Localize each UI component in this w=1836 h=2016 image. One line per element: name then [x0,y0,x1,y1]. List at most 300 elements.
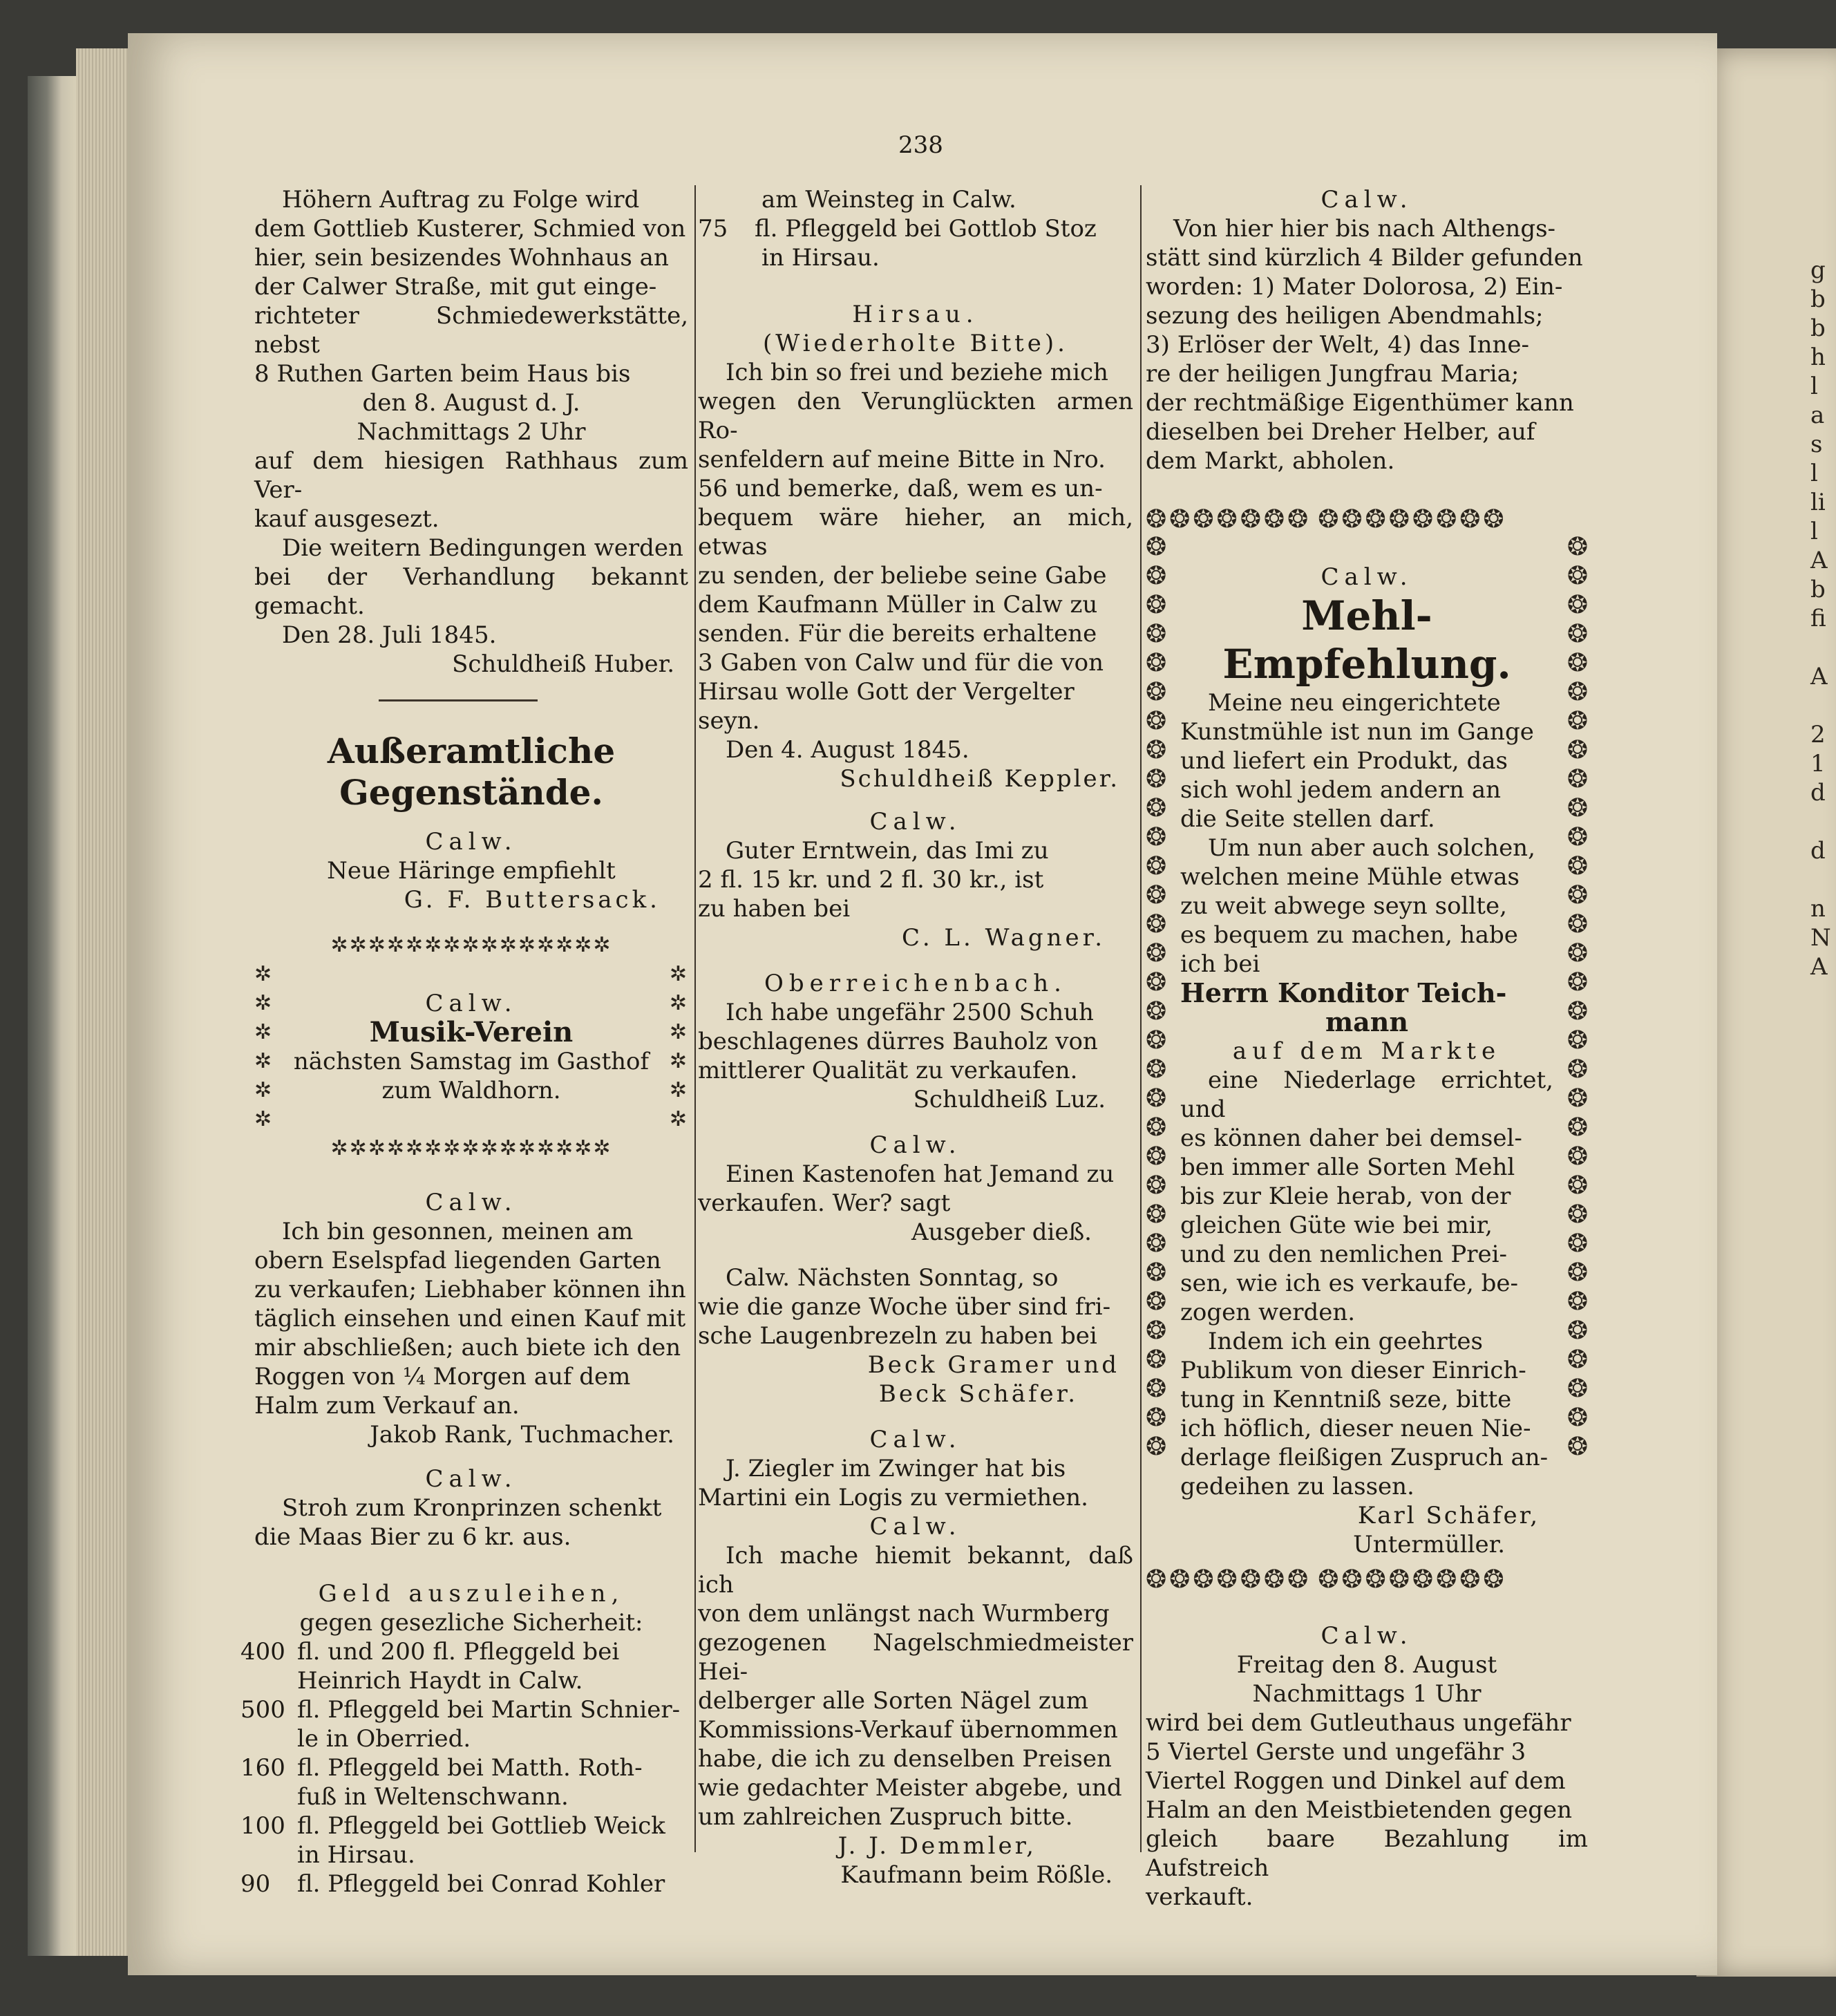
rosette-icon: ❂ [1146,562,1167,590]
text-line: in Hirsau. [761,244,880,272]
star-border-bottom: ✲✲✲✲✲✲✲✲✲✲✲✲✲✲✲ [330,1136,612,1160]
place-heading: Calw. [869,1426,962,1453]
rosette-icon: ❂ [1567,1346,1588,1374]
text-line: wegen den Verunglückten armen Ro- [698,388,1133,444]
text-line: fl. und 200 fl. Pfleggeld bei [297,1638,620,1666]
text-line: mittlerer Qualität zu verkaufen. [698,1057,1078,1084]
signature: Ausgeber dieß. [911,1218,1092,1246]
text-line: Martini ein Logis zu vermiethen. [698,1484,1088,1511]
rosette-icon: ❂ [1193,505,1214,534]
text-line: 3 Gaben von Calw und für die von [698,649,1104,677]
text-line: Kommissions-Verkauf übernommen [698,1716,1118,1744]
text-line: und liefert ein Produkt, das [1180,747,1508,775]
rosette-icon: ❂ [1567,765,1588,793]
text-line: senfeldern auf meine Bitte in Nro. [698,446,1106,473]
text-line: Calw. Nächsten Sonntag, so [726,1264,1059,1292]
notice-sale-house [254,185,688,679]
rosette-icon: ❂ [1436,1565,1457,1594]
text-line: dem Markt, abholen. [1146,447,1395,475]
text-line: Meine neu eingerichtete [1208,689,1501,717]
facing-page-fragment: l [1810,373,1818,400]
rosette-icon: ❂ [1146,910,1167,939]
loan-amount: 160 [240,1754,285,1782]
rosette-icon: ❂ [1567,852,1588,880]
text-line: nächsten Samstag im Gasthof [293,1048,650,1075]
signature: Schuldheiß Huber. [452,650,674,678]
text-line: stätt sind kürzlich 4 Bilder gefunden [1146,244,1583,272]
text-line: worden: 1) Mater Dolorosa, 2) Ein- [1146,273,1563,301]
place-heading: Calw. [425,828,518,856]
text-line: Einen Kastenofen hat Jemand zu [726,1160,1115,1188]
text-line: Halm an den Meistbietenden gegen [1146,1796,1573,1824]
page-number: 238 [898,131,943,159]
rosette-icon: ❂ [1146,823,1167,851]
text-line: bis zur Kleie herab, von der [1180,1183,1511,1210]
text-line: welchen meine Mühle etwas [1180,863,1520,891]
signature: Beck Gramer und [867,1351,1119,1379]
rosette-icon: ❂ [1459,1565,1481,1594]
facing-page-fragment: b [1810,576,1826,603]
signature: Karl Schäfer, [1357,1502,1540,1529]
facing-page-fragment: s [1810,431,1823,458]
rosette-icon: ❂ [1365,505,1386,534]
rosette-icon: ❂ [1146,1055,1167,1084]
text-line: sezung des heiligen Abendmahls; [1146,302,1544,330]
text-line: richteter Schmiedewerkstätte, nebst [254,302,688,359]
rosette-icon: ❂ [1169,505,1191,534]
column-1 [240,185,688,1899]
facing-page-fragment: 1 [1810,750,1826,778]
rosette-icon: ❂ [1567,1317,1588,1345]
rosette-icon: ❂ [1240,1565,1261,1594]
rosette-icon: ❂ [1216,1565,1238,1594]
star-icon: ✲ [669,991,688,1015]
star-icon: ✲ [669,1107,688,1131]
rosette-icon: ❂ [1169,1565,1191,1594]
loan-list [240,1637,688,1899]
text-line: Heinrich Haydt in Calw. [297,1667,583,1695]
facing-page-fragment: d [1810,837,1826,865]
column-2 [698,185,1133,1890]
rosette-icon: ❂ [1146,1026,1167,1055]
text-line: zu senden, der beliebe seine Gabe [698,562,1107,590]
text-line: 2 fl. 15 kr. und 2 fl. 30 kr., ist [698,866,1044,894]
column-3 [1146,185,1588,1912]
text-line: 5 Viertel Gerste und ungefähr 3 [1146,1738,1526,1766]
text-line: gleich baare Bezahlung im Aufstreich [1146,1825,1588,1882]
rosette-icon: ❂ [1318,1565,1339,1594]
text-line: Ich bin so frei und beziehe mich [726,359,1108,386]
rosette-icon: ❂ [1146,1404,1167,1432]
star-border-left [254,960,282,1134]
music-club-title: Musik-Verein [369,1016,574,1048]
rosette-icon: ❂ [1567,1200,1588,1229]
facing-page-fragment: 2 [1810,721,1826,748]
text-line: Hirsau wolle Gott der Vergelter [698,678,1075,706]
text-line: von dem unlängst nach Wurmberg [698,1600,1110,1628]
text-line: gegen gesezliche Sicherheit: [299,1609,643,1637]
signature: Schuldheiß Luz. [913,1086,1106,1113]
date-line: Den 28. Juli 1845. [282,621,497,649]
facing-page-fragment: b [1810,314,1826,342]
loan-item [240,1869,688,1899]
rosette-icon: ❂ [1459,505,1481,534]
rosette-icon: ❂ [1216,505,1238,534]
facing-page-fragment: N [1810,924,1831,952]
facing-page-fragment: A [1810,663,1828,690]
text-line: zu haben bei [698,895,851,923]
text-line: zu verkaufen; Liebhaber können ihn [254,1276,686,1303]
star-icon: ✲ [254,1049,274,1073]
rosette-icon: ❂ [1146,1200,1167,1229]
text-line: Ich bin gesonnen, meinen am [282,1218,634,1245]
signature: Beck Schäfer. [878,1380,1078,1408]
text-line: hier, sein besizendes Wohnhaus an [254,244,669,272]
text-line: beschlagenes dürres Bauholz von [698,1028,1098,1055]
rosette-icon: ❂ [1567,649,1588,677]
rosette-icon: ❂ [1567,823,1588,851]
column-rule-2 [1140,185,1142,1852]
text-line: Indem ich ein geehrtes [1208,1328,1483,1355]
place-heading: Calw. [1321,563,1413,591]
rosette-icon: ❂ [1412,505,1434,534]
text-line: sen, wie ich es verkaufe, be- [1180,1270,1519,1297]
rosette-icon: ❂ [1567,1113,1588,1142]
place-heading: Calw. [425,1465,518,1493]
rosette-icon: ❂ [1567,533,1588,561]
rosette-icon: ❂ [1567,591,1588,619]
rosette-icon: ❂ [1567,968,1588,997]
rosette-icon: ❂ [1146,765,1167,793]
rosette-icon: ❂ [1146,1288,1167,1316]
rosette-icon: ❂ [1567,1404,1588,1432]
star-icon: ✲ [254,962,274,986]
facing-page-fragment: A [1810,547,1828,574]
facing-page-fragment: li [1810,489,1826,516]
text-line: auf dem hiesigen Rathhaus zum Ver- [254,447,688,504]
facing-page-fragment: n [1810,895,1826,923]
text-line: Stroh zum Kronprinzen schenkt [282,1494,662,1522]
rosette-icon: ❂ [1567,620,1588,648]
loan-heading: Geld auszuleihen, [318,1580,625,1608]
text-line: 3) Erlöser der Welt, 4) das Inne- [1146,331,1529,359]
rosette-icon: ❂ [1567,1230,1588,1258]
text-line: fl. Pfleggeld bei Gottlieb Weick [297,1812,665,1840]
text-line: Kunstmühle ist nun im Gange [1180,718,1534,746]
text-line: fuß in Weltenschwann. [297,1783,569,1811]
rosette-icon: ❂ [1567,707,1588,735]
text-line: ich höflich, dieser neuen Nie- [1180,1415,1531,1442]
rosette-icon: ❂ [1146,678,1167,706]
text-line: Guter Erntwein, das Imi zu [726,837,1049,865]
rosette-icon: ❂ [1483,505,1504,534]
signature: Schuldheiß Keppler. [840,765,1119,793]
place-heading: Calw. [869,808,962,836]
rosette-icon: ❂ [1567,1142,1588,1171]
text-line: Nachmittags 2 Uhr [357,418,586,446]
text-line: mir abschließen; auch biete ich den [254,1334,681,1362]
rosette-icon: ❂ [1567,562,1588,590]
rosette-icon: ❂ [1263,1565,1285,1594]
rosette-icon: ❂ [1146,997,1167,1026]
text-line: es können daher bei demsel- [1180,1124,1522,1152]
rosette-icon: ❂ [1146,505,1167,534]
rosette-icon: ❂ [1146,1317,1167,1345]
text-line: verkauft. [1146,1883,1253,1911]
text-line: mann [1325,1006,1409,1037]
place-heading: Calw. [1321,1622,1413,1650]
text-line: und zu den nemlichen Prei- [1180,1241,1507,1268]
loan-item [698,214,1133,243]
place-heading: Calw. [869,1513,962,1541]
signature: Jakob Rank, Tuchmacher. [370,1421,674,1449]
text-line: dem Gottlieb Kusterer, Schmied von [254,215,686,243]
rosette-icon: ❂ [1341,505,1363,534]
loan-item [240,1695,688,1724]
text-line: Halm zum Verkauf an. [254,1392,520,1420]
text-line: gedeihen zu lassen. [1180,1473,1414,1500]
text-line: Roggen von ¼ Morgen auf dem [254,1363,631,1391]
text-line: re der heiligen Jungfrau Maria; [1146,360,1520,388]
signature: G. F. Buttersack. [404,886,661,914]
rosette-icon: ❂ [1146,1565,1167,1594]
rosette-icon: ❂ [1146,707,1167,735]
facing-page-fragment: b [1810,285,1826,313]
rosette-icon: ❂ [1388,1565,1410,1594]
text-line: Um nun aber auch solchen, [1208,834,1535,862]
facing-page-fragment: l [1810,518,1818,545]
place-heading: Calw. [869,1131,962,1159]
text-line: der Calwer Straße, mit gut einge- [254,273,657,301]
text-line: habe, die ich zu denselben Preisen [698,1745,1112,1773]
text-line: dieselben bei Dreher Helber, auf [1146,418,1535,446]
rosette-icon: ❂ [1146,1171,1167,1200]
rosette-icon: ❂ [1567,1084,1588,1113]
rosette-icon: ❂ [1146,939,1167,968]
text-line: derlage fleißigen Zuspruch an- [1180,1444,1549,1471]
text-line: 8 Ruthen Garten beim Haus bis [254,360,631,388]
text-line: zum Waldhorn. [381,1077,561,1104]
section-title: Außeramtliche Gegenstände. [327,731,616,813]
text-line: wird bei dem Gutleuthaus ungefähr [1146,1709,1571,1737]
star-icon: ✲ [669,1020,688,1044]
text-line: um zahlreichen Zuspruch bitte. [698,1803,1073,1831]
text-line: gezogenen Nagelschmiedmeister Hei- [698,1629,1133,1686]
facing-page-fragment: l [1810,460,1818,487]
text-line: in Hirsau. [297,1841,415,1869]
rosette-icon: ❂ [1146,591,1167,619]
text-line: Die weitern Bedingungen werden [282,534,683,562]
text-line: Herrn Konditor Teich- [1180,977,1507,1008]
rosette-icon: ❂ [1193,1565,1214,1594]
text-line: der rechtmäßige Eigenthümer kann [1146,389,1574,417]
text-line: ich bei [1180,950,1260,978]
text-line: zu weit abwege seyn sollte, [1180,892,1507,920]
text-line: täglich einsehen und einen Kauf mit [254,1305,686,1332]
text-line: eine Niederlage errichtet, und [1180,1066,1553,1123]
text-line: sich wohl jedem andern an [1180,776,1501,804]
rosette-icon: ❂ [1567,1259,1588,1287]
rosette-icon: ❂ [1567,736,1588,764]
rosette-icon: ❂ [1146,1259,1167,1287]
rosette-icon: ❂ [1341,1565,1363,1594]
rosette-icon: ❂ [1567,1288,1588,1316]
rosette-icon: ❂ [1146,852,1167,880]
text-line: gleichen Güte wie bei mir, [1180,1212,1493,1239]
text-line: Von hier hier bis nach Althengs- [1173,215,1556,243]
text-line: dem Kaufmann Müller in Calw zu [698,591,1098,619]
rosette-icon: ❂ [1365,1565,1386,1594]
text-line: bei der Verhandlung bekannt gemacht. [254,563,688,620]
text-line: ben immer alle Sorten Mehl [1180,1153,1515,1181]
rosette-icon: ❂ [1567,1433,1588,1461]
star-icon: ✲ [254,1107,274,1131]
loan-item [240,1637,688,1666]
rosette-icon: ❂ [1263,505,1285,534]
column-rule-1 [694,185,696,1852]
rosette-border-left [1146,534,1176,1566]
rosette-icon: ❂ [1287,1565,1309,1594]
rosette-icon: ❂ [1567,1026,1588,1055]
page-edges [76,48,131,1956]
facing-page-fragment: a [1810,402,1825,429]
rosette-icon: ❂ [1567,910,1588,939]
facing-page-fragment: A [1810,953,1828,981]
star-icon: ✲ [254,991,274,1015]
rosette-border-right [1558,534,1588,1566]
flour-advert-title: Mehl-Empfehlung. [1222,592,1511,688]
rosette-icon: ❂ [1146,649,1167,677]
star-icon: ✲ [669,962,688,986]
star-icon: ✲ [669,1078,688,1102]
facing-page-fragment: fi [1810,605,1826,632]
rosette-border-bottom [1146,1566,1588,1594]
loan-amount: 75 [698,215,728,243]
rosette-icon: ❂ [1567,1171,1588,1200]
place-heading: Calw. [425,990,518,1017]
text-line: bequem wäre hieher, an mich, etwas [698,504,1133,560]
text-line: Nachmittags 1 Uhr [1252,1680,1482,1708]
text-line: Freitag den 8. August [1236,1651,1497,1679]
rosette-icon: ❂ [1146,881,1167,910]
book-spine [28,76,76,1956]
text-line: Höhern Auftrag zu Folge wird [282,186,640,214]
text-line: Viertel Roggen und Dinkel auf dem [1146,1767,1566,1795]
subheading: (Wiederholte Bitte). [763,330,1068,357]
rosette-icon: ❂ [1146,968,1167,997]
text-line: fl. Pfleggeld bei Matth. Roth- [297,1754,643,1782]
text-line: sche Laugenbrezeln zu haben bei [698,1322,1097,1350]
rosette-icon: ❂ [1146,794,1167,822]
text-line: J. Ziegler im Zwinger hat bis [726,1455,1066,1482]
rosette-icon: ❂ [1146,736,1167,764]
text-line: fl. Pfleggeld bei Gottlob Stoz [755,215,1097,243]
text-line: die Seite stellen darf. [1180,805,1435,833]
rosette-icon: ❂ [1567,678,1588,706]
text-line: seyn. [698,707,760,735]
text-line: senden. Für die bereits erhaltene [698,620,1097,648]
rosette-icon: ❂ [1240,505,1261,534]
text-line: le in Oberried. [297,1725,471,1753]
music-club-box [254,931,688,1163]
star-icon: ✲ [254,1078,274,1102]
rosette-icon: ❂ [1567,939,1588,968]
rosette-icon: ❂ [1146,1346,1167,1374]
facing-page-fragment: d [1810,779,1826,807]
text-line: es bequem zu machen, habe [1180,921,1518,949]
rosette-icon: ❂ [1146,1142,1167,1171]
rosette-icon: ❂ [1318,505,1339,534]
text-line: am Weinsteg in Calw. [761,186,1016,214]
rosette-icon: ❂ [1567,1055,1588,1084]
text-line: fl. Pfleggeld bei Martin Schnier- [297,1696,681,1724]
rosette-icon: ❂ [1567,794,1588,822]
text-line: den 8. August d. J. [362,389,580,417]
rosette-icon: ❂ [1146,1113,1167,1142]
loan-amount: 500 [240,1696,285,1724]
date-line: Den 4. August 1845. [726,736,969,764]
rosette-icon: ❂ [1567,1375,1588,1403]
section-divider [379,699,538,701]
text-line: obern Eselspfad liegenden Garten [254,1247,661,1274]
place-heading: Hirsau. [852,301,979,328]
text-line: auf dem Markte [1232,1037,1502,1065]
text-line: delberger alle Sorten Nägel zum [698,1687,1088,1715]
rosette-border-top [1146,506,1588,534]
star-border-top: ✲✲✲✲✲✲✲✲✲✲✲✲✲✲✲ [330,933,612,957]
facing-page-fragment: g [1810,256,1826,284]
text-line: Ich mache hiemit bekannt, daß ich [698,1542,1133,1599]
flour-advert-box [1146,506,1588,1594]
facing-page-text [1810,256,1831,981]
text-line: Publikum von dieser Einrich- [1180,1357,1526,1384]
rosette-icon: ❂ [1146,1375,1167,1403]
rosette-icon: ❂ [1146,533,1167,561]
signature: Untermüller. [1353,1531,1505,1558]
rosette-icon: ❂ [1287,505,1309,534]
rosette-icon: ❂ [1146,1230,1167,1258]
loan-item [240,1811,688,1840]
place-heading: Calw. [1321,186,1413,214]
loan-amount: 90 [240,1870,271,1898]
loan-amount: 400 [240,1638,285,1666]
text-line: die Maas Bier zu 6 kr. aus. [254,1523,571,1551]
signature: J. J. Demmler, [837,1832,1037,1860]
text-line: wie die ganze Woche über sind fri- [698,1293,1111,1321]
rosette-icon: ❂ [1567,997,1588,1026]
text-line: fl. Pfleggeld bei Conrad Kohler [297,1870,665,1898]
rosette-icon: ❂ [1146,1433,1167,1461]
rosette-icon: ❂ [1146,1084,1167,1113]
signature: C. L. Wagner. [902,924,1106,952]
rosette-icon: ❂ [1146,620,1167,648]
place-heading: Calw. [425,1189,518,1216]
rosette-icon: ❂ [1412,1565,1434,1594]
notice-appeal [698,358,1133,735]
loan-item [240,1753,688,1782]
rosette-icon: ❂ [1388,505,1410,534]
loan-amount: 100 [240,1812,285,1840]
text-line: tung in Kenntniß seze, bitte [1180,1386,1512,1413]
text-line: zogen werden. [1180,1299,1356,1326]
text-line: wie gedachter Meister abgebe, und [698,1774,1122,1802]
star-icon: ✲ [254,1020,274,1044]
rosette-icon: ❂ [1567,881,1588,910]
star-border-right [661,960,688,1134]
text-line: Neue Häringe empfiehlt [327,857,616,885]
text-line: Ich habe ungefähr 2500 Schuh [726,999,1094,1026]
rosette-icon: ❂ [1483,1565,1504,1594]
